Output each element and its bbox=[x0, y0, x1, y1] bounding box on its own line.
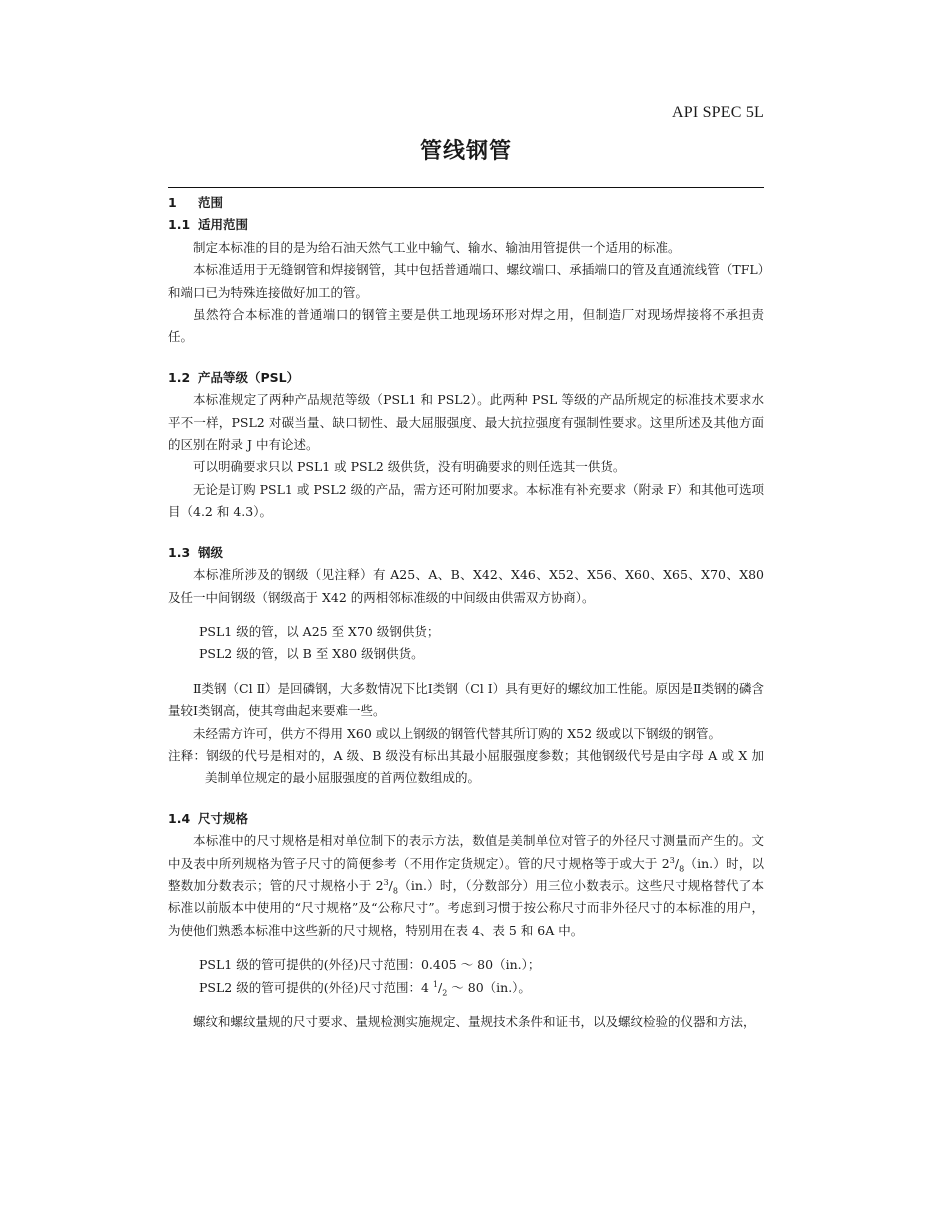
text-run: 本标准中的尺寸规格是相对单位制下的表示方法，数值是美制单位对管子的外径尺寸测量而产生的。文中及表中所列规格为管子尺寸的简便参考（不用作定货规定）。管的尺寸规格等于或大于 2 bbox=[168, 833, 764, 871]
fraction-denominator: 2 bbox=[442, 988, 448, 998]
fraction-numerator: 3 bbox=[669, 855, 675, 865]
section-number: 1.3 bbox=[168, 544, 191, 560]
section-1-heading bbox=[168, 192, 764, 214]
list-item: PSL2 级的管，以 B 至 X80 级钢供货。 bbox=[199, 646, 424, 662]
fraction-numerator: 1 bbox=[432, 979, 438, 989]
list-item: PSL1 级的管可提供的(外径)尺寸范围：0.405 ～ 80（in.）； bbox=[199, 957, 541, 973]
section-title: 适用范围 bbox=[198, 217, 249, 233]
paragraph: 本标准规定了两种产品规范等级（PSL1 和 PSL2）。此两种 PSL 等级的产品所规定的标准技术要求水平不一样，PSL2 对碳当量、缺口韧性、最大屈服强度、最大抗拉强度有强制性要求。这里所述及其他方面的区别在附录 J 中有论述。 bbox=[168, 392, 764, 453]
section-title: 钢级 bbox=[198, 544, 224, 560]
paragraph: 本标准所涉及的钢级（见注释）有 A25、A、B、X42、X46、X52、X56、X60、X65、X70、X80 及任一中间钢级（钢级高于 X42 的两相邻标准级的中间级由供需双方协商）。 bbox=[168, 567, 764, 605]
paragraph: 无论是订购 PSL1 或 PSL2 级的产品，需方还可附加要求。本标准有补充要求（附录 F）和其他可选项目（4.2 和 4.3）。 bbox=[168, 481, 764, 520]
paragraph: 未经需方许可，供方不得用 X60 或以上钢级的钢管代替其所订购的 X52 级或以下钢级的钢管。 bbox=[193, 725, 722, 741]
list-item: PSL1 级的管，以 A25 至 X70 级钢供货； bbox=[199, 623, 440, 639]
section-title: 产品等级（PSL） bbox=[198, 369, 300, 385]
list-item: PSL2 级的管可提供的(外径)尺寸范围：4 $^1/_2$ ～ 80（in.）。 bbox=[199, 979, 531, 998]
paragraph: 螺纹和螺纹量规的尺寸要求、量规检测实施规定、量规技术条件和证书，以及螺纹检验的仪器和方法， bbox=[193, 1014, 756, 1029]
section-1-1-heading bbox=[168, 214, 764, 236]
section-1-2-heading bbox=[168, 367, 764, 389]
section-1-3-heading bbox=[168, 542, 764, 564]
paragraph: 本标准中的尺寸规格是相对单位制下的表示方法，数值是美制单位对管子的外径尺寸测量而产生的。文中及表中所列规格为管子尺寸的简便参考（不用作定货规定）。管的尺寸规格等于或大于 $2^3/_8(in.)$时，以整数加分数表示；管的尺寸规格小于 $2^3/_8(in.)$时，（分数部分）用三位小数表示。这些尺寸规格替代了本标准以前版本中使用的“尺寸规格”及“公称尺寸”。考虑到习惯于按公称尺寸而非外径尺寸的本标准的用户，为使他们熟悉本标准中这些新的尺寸规格，特别用在表 4、表 5 和 6A 中。 bbox=[168, 833, 764, 938]
fraction-numerator: 3 bbox=[383, 877, 389, 887]
text-run: ～ 80（in.）。 bbox=[447, 979, 531, 995]
title-divider bbox=[168, 187, 764, 188]
text-run: PSL2 级的管可提供的(外径)尺寸范围：4 bbox=[199, 979, 433, 995]
section-number: 1.1 bbox=[168, 217, 191, 233]
paragraph: Ⅱ类钢（Cl Ⅱ）是回磷钢，大多数情况下比Ⅰ类钢（Cl Ⅰ）具有更好的螺纹加工性能。原因是Ⅱ类钢的磷含量较Ⅰ类钢高，使其弯曲起来要难一些。 bbox=[168, 680, 764, 719]
section-number: 1 bbox=[168, 195, 177, 210]
fraction-denominator: 8 bbox=[392, 886, 398, 896]
paragraph: 可以明确要求只以 PSL1 或 PSL2 级供货，没有明确要求的则任选其一供货。 bbox=[193, 459, 626, 475]
section-number: 1.2 bbox=[168, 369, 191, 385]
section-1-4-heading bbox=[168, 808, 764, 830]
text-run: （in.）时，以整数加分数表示；管的尺寸规格小于 2 bbox=[168, 855, 764, 893]
section-title: 范围 bbox=[198, 195, 224, 210]
standard-code: API SPEC 5L bbox=[672, 104, 764, 121]
paragraph: 制定本标准的目的是为给石油天然气工业中输气、输水、输油用管提供一个适用的标准。 bbox=[193, 239, 681, 255]
note: 注释：钢级的代号是相对的，A 级、B 级没有标出其最小屈服强度参数；其他钢级代号是由字母 A 或 X 加美制单位规定的最小屈服强度的首两位数组成的。 bbox=[168, 747, 764, 786]
document-body bbox=[168, 192, 764, 1033]
section-title: 尺寸规格 bbox=[198, 810, 249, 826]
paragraph: 本标准适用于无缝钢管和焊接钢管，其中包括普通端口、螺纹端口、承插端口的管及直通流线管（TFL）和端口已为特殊连接做好加工的管。 bbox=[168, 262, 764, 300]
paragraph: 虽然符合本标准的普通端口的钢管主要是供工地现场环形对焊之用，但制造厂对现场焊接将不承担责任。 bbox=[168, 307, 764, 345]
section-number: 1.4 bbox=[168, 810, 191, 826]
fraction-denominator: 8 bbox=[679, 864, 685, 874]
text-run: （in.）时，（分数部分）用三位小数表示。这些尺寸规格替代了本标准以前版本中使用的“尺寸规格”及“公称尺寸”。考虑到习惯于按公称尺寸而非外径尺寸的本标准的用户，为使他们熟悉本标准中这些新的尺寸规格，特别用在表 4、表 5 和 6A 中。 bbox=[168, 877, 764, 938]
document-title: 管线钢管 bbox=[419, 139, 512, 164]
